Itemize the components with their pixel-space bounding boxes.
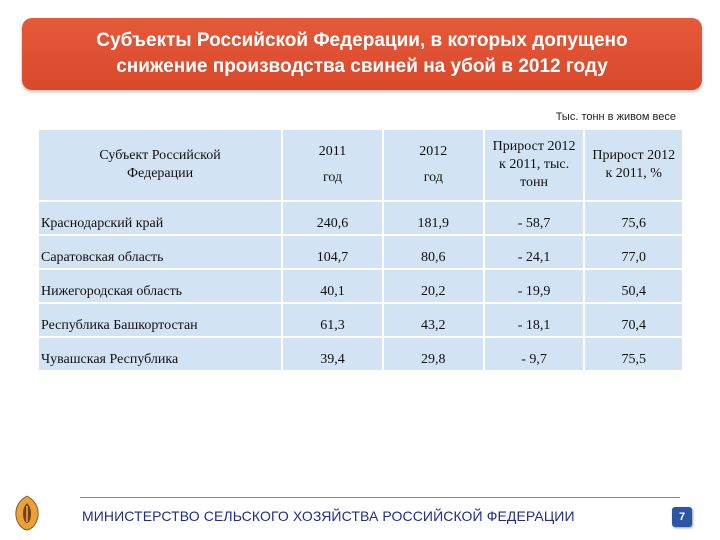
header-2011-year: 2011 bbox=[318, 144, 347, 159]
cell-2011: 240,6 bbox=[282, 201, 383, 235]
header-2012 bbox=[383, 129, 484, 201]
cell-increase-abs: - 24,1 bbox=[484, 235, 585, 269]
cell-increase-abs: - 9,7 bbox=[484, 337, 585, 371]
cell-increase-abs: - 19,9 bbox=[484, 269, 585, 303]
header-increase-abs: Прирост 2012 к 2011, тыс. тонн bbox=[484, 129, 585, 201]
table-row bbox=[38, 201, 683, 235]
cell-2011: 39,4 bbox=[282, 337, 383, 371]
slide-title: Субъекты Российской Федерации, в которых допущено снижение производства свиней на убой в 2012 году bbox=[96, 30, 628, 77]
page-number: 7 bbox=[672, 507, 692, 527]
cell-region: Чувашская Республика bbox=[38, 337, 282, 371]
cell-increase-pct: 50,4 bbox=[584, 269, 683, 303]
cell-increase-pct: 75,5 bbox=[584, 337, 683, 371]
header-2012-unit: год bbox=[423, 170, 443, 185]
cell-2011: 61,3 bbox=[282, 303, 383, 337]
cell-increase-abs: - 18,1 bbox=[484, 303, 585, 337]
cell-region: Краснодарский край bbox=[38, 201, 282, 235]
footer-ministry: МИНИСТЕРСТВО СЕЛЬСКОГО ХОЗЯЙСТВА РОССИЙСКОЙ ФЕДЕРАЦИИ bbox=[82, 508, 575, 524]
cell-increase-pct: 77,0 bbox=[584, 235, 683, 269]
cell-region: Саратовская область bbox=[38, 235, 282, 269]
footer-divider bbox=[80, 497, 680, 498]
cell-increase-abs: - 58,7 bbox=[484, 201, 585, 235]
units-note: Тыс. тонн в живом весе bbox=[555, 111, 676, 123]
cell-increase-pct: 70,4 bbox=[584, 303, 683, 337]
table-header-row bbox=[38, 129, 683, 201]
header-region: Субъект Российской Федерации bbox=[38, 129, 282, 201]
header-2011-unit: год bbox=[322, 170, 343, 185]
header-2011 bbox=[282, 129, 383, 201]
ministry-emblem-icon bbox=[12, 494, 42, 532]
cell-2012: 43,2 bbox=[383, 303, 484, 337]
cell-region: Республика Башкортостан bbox=[38, 303, 282, 337]
cell-2012: 20,2 bbox=[383, 269, 484, 303]
cell-region: Нижегородская область bbox=[38, 269, 282, 303]
header-2012-year: 2012 bbox=[419, 144, 448, 159]
cell-2012: 29,8 bbox=[383, 337, 484, 371]
cell-2012: 181,9 bbox=[383, 201, 484, 235]
cell-2011: 104,7 bbox=[282, 235, 383, 269]
table-row bbox=[38, 303, 683, 337]
title-banner bbox=[22, 18, 702, 90]
data-table bbox=[37, 128, 684, 372]
cell-2011: 40,1 bbox=[282, 269, 383, 303]
cell-increase-pct: 75,6 bbox=[584, 201, 683, 235]
cell-2012: 80,6 bbox=[383, 235, 484, 269]
table-row bbox=[38, 235, 683, 269]
table-row bbox=[38, 337, 683, 371]
header-increase-pct: Прирост 2012 к 2011, % bbox=[584, 129, 683, 201]
table-row bbox=[38, 269, 683, 303]
